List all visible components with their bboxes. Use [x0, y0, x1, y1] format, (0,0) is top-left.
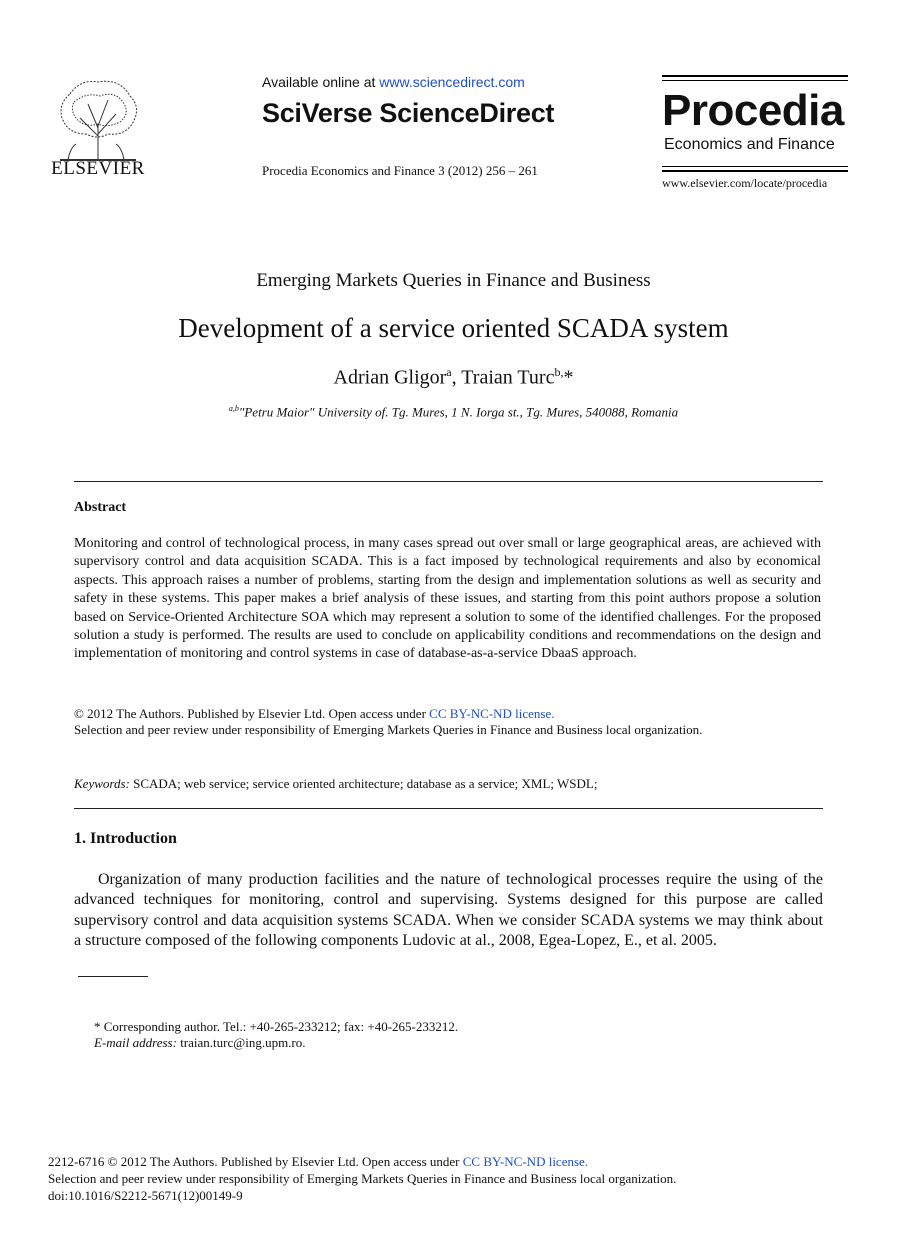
issn-text: 2212-6716 © 2012 The Authors. Published by Elsevier Ltd. Open access under: [48, 1154, 463, 1169]
peer-review-note: Selection and peer review under responsibility of Emerging Markets Queries in Finance and Business local organization.: [74, 722, 703, 737]
abstract-heading: Abstract: [74, 500, 127, 515]
affiliation-mark: a,b: [228, 404, 239, 413]
journal-reference: Procedia Economics and Finance 3 (2012) 256 – 261: [262, 163, 538, 178]
copyright-text: © 2012 The Authors. Published by Elsevier Ltd. Open access under: [74, 706, 430, 721]
brand-rule: [662, 75, 848, 77]
affiliation: [0, 404, 907, 420]
available-online-line: [262, 74, 525, 90]
platform-wordmark: SciVerse ScienceDirect: [262, 98, 555, 128]
author-affiliation-mark: b,: [554, 365, 564, 379]
license-link[interactable]: CC BY-NC-ND license.: [429, 706, 555, 721]
brand-rule: [662, 170, 848, 172]
author-separator: ,: [451, 366, 462, 389]
section-divider: [74, 808, 823, 809]
corresponding-author-note: * Corresponding author. Tel.: +40-265-233212; fax: +40-265-233212.: [94, 1019, 459, 1034]
email-address[interactable]: traian.turc@ing.upm.ro.: [176, 1035, 306, 1050]
keywords-line: [74, 776, 597, 792]
journal-subtitle: Economics and Finance: [664, 136, 835, 153]
publisher-wordmark: ELSEVIER: [51, 158, 145, 179]
section-heading: 1. Introduction: [74, 830, 177, 847]
paper-title: Development of a service oriented SCADA system: [178, 313, 729, 343]
available-label: Available online at: [262, 74, 380, 90]
brand-rule: [662, 80, 848, 81]
sciencedirect-link[interactable]: www.sciencedirect.com: [379, 74, 525, 90]
email-label: E-mail address:: [94, 1035, 177, 1050]
introduction-body: Organization of many production facilities and the nature of technological processes require the using of the advanced techniques for monitoring, control and supervising. Systems designed for this purpose are called supervisory control and data acquisition systems SCADA. When we consider SCADA systems we may think about a structure composed of the following components Ludovic at al., 2008, Egea-Lopez, E., et al. 2005.: [74, 871, 823, 950]
author-name: Adrian Gligor: [333, 366, 447, 389]
author-name: Traian Turc: [461, 366, 555, 389]
corresponding-mark: *: [563, 366, 574, 389]
issn-line: [48, 1154, 588, 1170]
journal-url[interactable]: www.elsevier.com/locate/procedia: [662, 176, 828, 190]
affiliation-text: "Petru Maior" University of. Tg. Mures, 1 N. Iorga st., Tg. Mures, 540088, Romania: [238, 404, 679, 420]
journal-brand: Procedia: [662, 86, 844, 135]
email-note: [94, 1035, 306, 1051]
keywords-text: SCADA; web service; service oriented architecture; database as a service; XML; WSDL;: [129, 776, 598, 791]
license-link[interactable]: CC BY-NC-ND license.: [462, 1154, 589, 1169]
doi-line[interactable]: doi:10.1016/S2212-5671(12)00149-9: [48, 1188, 243, 1203]
author-affiliation-mark: a: [446, 365, 452, 379]
abstract-body: Monitoring and control of technological process, in many cases spread out over small or large geographical areas, are achieved with supervisory control and data acquisition SCADA. This is a fact imposed by technological requirements and also by economical aspects. This approach raises a number of problems, starting from the design and implementation solutions as well as security and safety in these systems. This paper makes a brief analysis of these issues, and starting from this point authors propose a solution based on Service-Oriented Architecture SOA which may represent a solution to some of the identified challenges. For the proposed solution a study is performed. The results are used to conclude on applicability conditions and recommendations on the design and implementation of monitoring and control systems in case of database-as-a-service DbaaS approach.: [74, 536, 821, 662]
keywords-label: Keywords:: [74, 776, 130, 791]
footnote-divider: [78, 976, 148, 977]
peer-review-footer: Selection and peer review under responsibility of Emerging Markets Queries in Finance and Business local organization.: [48, 1171, 677, 1186]
copyright-line: [74, 706, 554, 722]
author-list: [0, 365, 907, 390]
section-divider: [74, 481, 823, 482]
brand-rule: [662, 166, 848, 167]
conference-name: Emerging Markets Queries in Finance and Business: [256, 270, 651, 291]
